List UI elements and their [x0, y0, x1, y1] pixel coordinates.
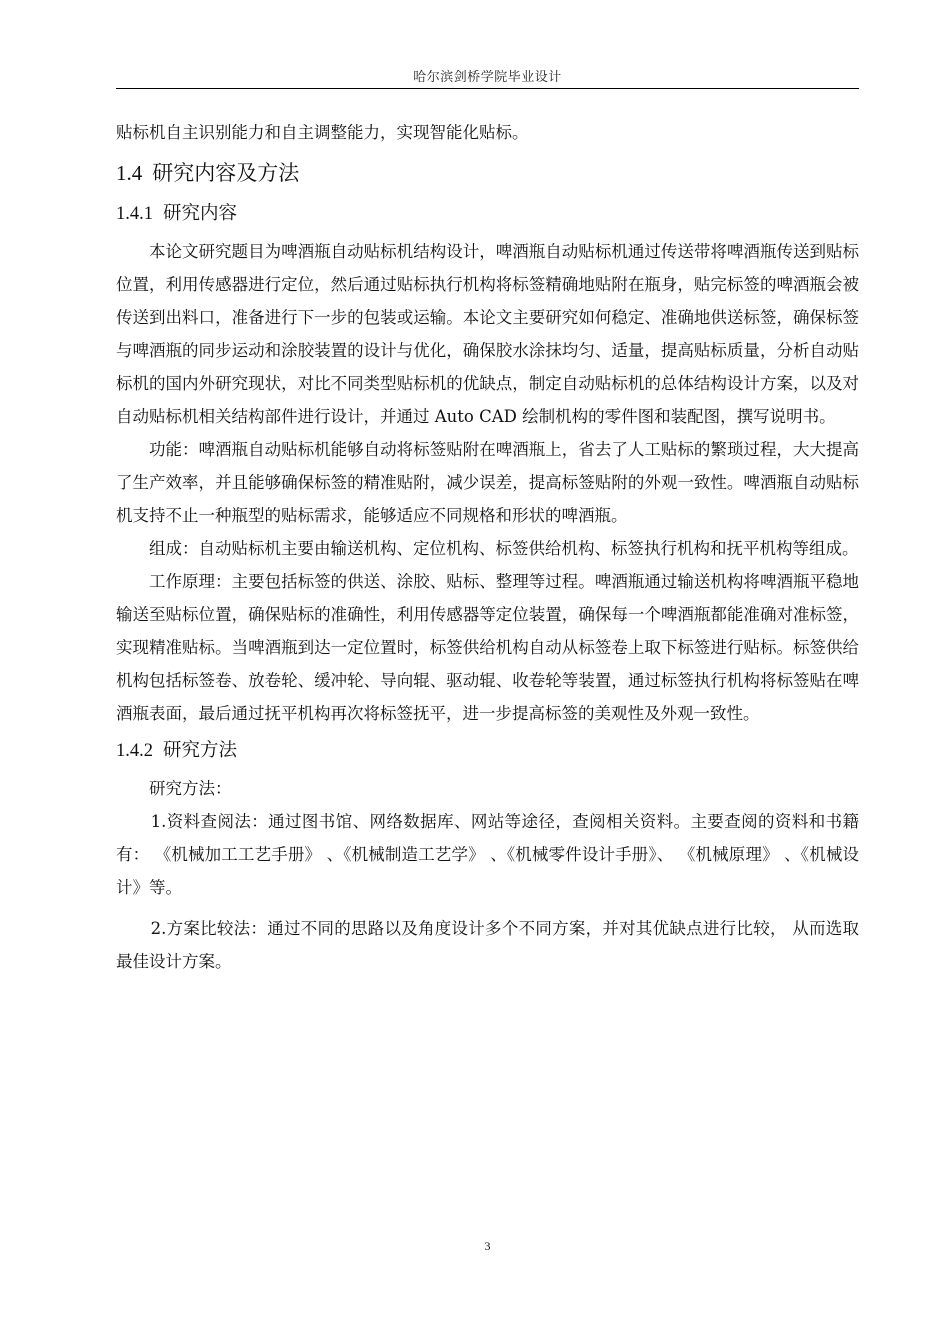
section-title: 研究内容及方法	[152, 161, 300, 185]
subsection-title: 研究方法	[163, 740, 238, 761]
subsection-number: 1.4.2	[116, 741, 153, 761]
header-rule	[116, 88, 859, 89]
subsection-number: 1.4.1	[116, 204, 153, 224]
section-number: 1.4	[116, 161, 143, 185]
page-content	[116, 116, 859, 978]
paragraph-continuation: 贴标机自主识别能力和自主调整能力，实现智能化贴标。	[116, 123, 529, 142]
subsection-heading-1-4-1	[116, 195, 859, 233]
paragraph-methods-intro: 研究方法：	[149, 779, 232, 798]
subsection-heading-1-4-2	[116, 732, 859, 770]
list-item-scheme-comparison: 2.方案比较法：通过不同的思路以及角度设计多个不同方案，并对其优缺点进行比较， 从而选取最佳设计方案。	[116, 919, 859, 971]
spacer	[116, 904, 859, 912]
paragraph-working-principle: 工作原理：主要包括标签的供送、涂胶、贴标、整理等过程。啤酒瓶通过输送机构将啤酒瓶平稳地输送至贴标位置，确保贴标的准确性，利用传感器等定位装置，确保每一个啤酒瓶都能准确对准标签，实现精准贴标。当啤酒瓶到达一定位置时，标签供给机构自动从标签卷上取下标签进行贴标。标签供给机构包括标签卷、放卷轮、缓冲轮、导向辊、驱动辊、收卷轮等装置，通过标签执行机构将标签贴在啤酒瓶表面，最后通过抚平机构再次将标签抚平，进一步提高标签的美观性及外观一致性。	[116, 572, 859, 723]
page-number: 3	[484, 1239, 491, 1253]
paragraph-research-content: 本论文研究题目为啤酒瓶自动贴标机结构设计，啤酒瓶自动贴标机通过传送带将啤酒瓶传送到贴标位置，利用传感器进行定位，然后通过贴标执行机构将标签精确地贴附在瓶身，贴完标签的啤酒瓶会被传送到出料口，准备进行下一步的包装或运输。本论文主要研究如何稳定、准确地供送标签，确保标签与啤酒瓶的同步运动和涂胶装置的设计与优化，确保胶水涂抹均匀、适量，提高贴标质量，分析自动贴标机的国内外研究现状，对比不同类型贴标机的优缺点，制定自动贴标机的总体结构设计方案，以及对自动贴标机相关结构部件进行设计，并通过 Auto CAD 绘制机构的零件图和装配图，撰写说明书。	[116, 242, 859, 426]
paragraph-function: 功能：啤酒瓶自动贴标机能够自动将标签贴附在啤酒瓶上，省去了人工贴标的繁琐过程，大大提高了生产效率，并且能够确保标签的精准贴附，减少误差，提高标签贴附的外观一致性。啤酒瓶自动贴标机支持不止一种瓶型的贴标需求，能够适应不同规格和形状的啤酒瓶。	[116, 440, 859, 525]
list-item-literature-review: 1.资料查阅法：通过图书馆、网络数据库、网站等途径，查阅相关资料。主要查阅的资料和书籍有： 《机械加工工艺手册》 、《机械制造工艺学》 、《机械零件设计手册》、 《机械原理》 、《机械设计》等。	[116, 812, 859, 897]
page-header: 哈尔滨剑桥学院毕业设计	[413, 70, 562, 85]
paragraph-composition: 组成：自动贴标机主要由输送机构、定位机构、标签供给机构、标签执行机构和抚平机构等组成。	[149, 539, 859, 558]
subsection-title: 研究内容	[163, 203, 238, 224]
section-heading-1-4	[116, 153, 859, 193]
